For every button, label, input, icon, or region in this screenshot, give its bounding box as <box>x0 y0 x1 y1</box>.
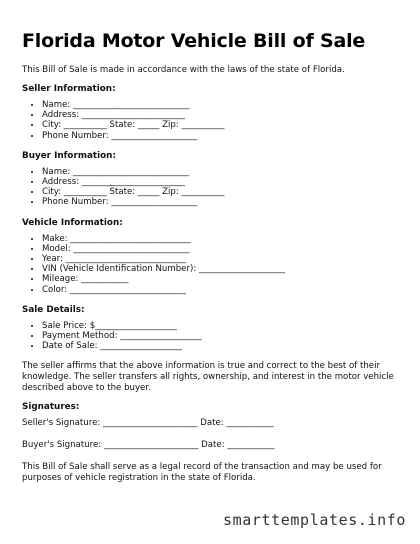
sale-price-field[interactable]: • Sale Price: $___________________ <box>42 321 402 331</box>
buyer-city-state-zip-field[interactable]: • City: __________ State: _____ Zip: __________ <box>42 187 402 197</box>
sale-heading: Sale Details: <box>22 304 85 315</box>
seller-phone-field[interactable]: • Phone Number: ____________________ <box>42 131 402 141</box>
document-page <box>22 30 402 492</box>
buyer-list <box>22 167 402 208</box>
buyer-address-field[interactable]: • Address: ________________________ <box>42 177 402 187</box>
closing-text: This Bill of Sale shall serve as a legal record of the transaction and may be used for purposes of vehicle registration in the state of Florida. <box>22 462 382 484</box>
vehicle-vin-field[interactable]: • VIN (Vehicle Identification Number): ____________________ <box>42 264 402 274</box>
document-title: Florida Motor Vehicle Bill of Sale <box>22 30 366 52</box>
buyer-signature-line[interactable]: Buyer's Signature: ______________________ Date: ___________ <box>22 440 275 451</box>
intro-text: This Bill of Sale is made in accordance with the laws of the state of Florida. <box>22 65 345 75</box>
buyer-heading: Buyer Information: <box>22 150 116 161</box>
vehicle-mileage-field[interactable]: • Mileage: ___________ <box>42 274 402 284</box>
sale-date-field[interactable]: • Date of Sale: ___________________ <box>42 341 402 351</box>
seller-name-field[interactable]: • Name: ___________________________ <box>42 100 402 110</box>
buyer-phone-field[interactable]: • Phone Number: ____________________ <box>42 197 402 207</box>
watermark: smarttemplates.info <box>223 511 406 529</box>
seller-city-state-zip-field[interactable]: • City: __________ State: _____ Zip: __________ <box>42 120 402 130</box>
vehicle-list <box>22 234 402 295</box>
seller-signature-line[interactable]: Seller's Signature: ______________________ Date: ___________ <box>22 418 274 429</box>
vehicle-make-field[interactable]: • Make: ____________________________ <box>42 234 402 244</box>
vehicle-year-field[interactable]: • Year: ____________________________ <box>42 254 402 264</box>
payment-method-field[interactable]: • Payment Method: ___________________ <box>42 331 402 341</box>
vehicle-color-field[interactable]: • Color: ___________________________ <box>42 285 402 295</box>
signatures-heading: Signatures: <box>22 402 80 413</box>
seller-address-field[interactable]: • Address: ________________________ <box>42 110 402 120</box>
affirmation-text: The seller affirms that the above information is true and correct to the best of their knowledge. The seller transfers all rights, ownership, and interest in the motor vehicle described above to the buyer. <box>22 361 394 394</box>
seller-heading: Seller Information: <box>22 84 116 94</box>
buyer-name-field[interactable]: • Name: ___________________________ <box>42 167 402 177</box>
sale-list <box>22 321 402 352</box>
seller-list <box>22 100 402 141</box>
vehicle-heading: Vehicle Information: <box>22 217 123 228</box>
vehicle-model-field[interactable]: • Model: ___________________________ <box>42 244 402 254</box>
